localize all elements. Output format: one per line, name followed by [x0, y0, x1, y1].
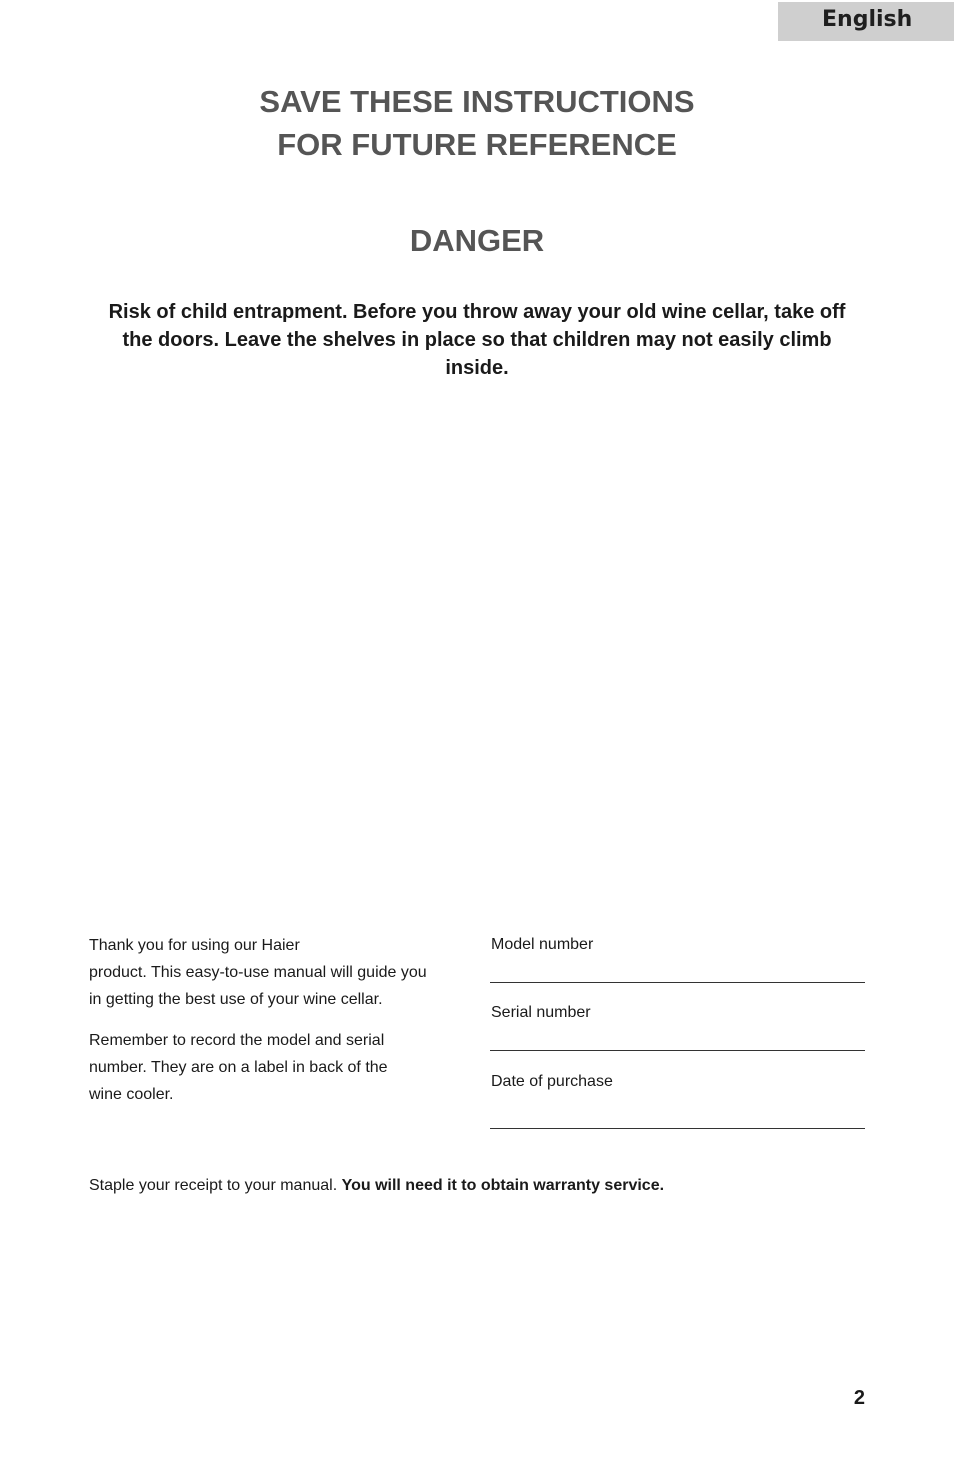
- warranty-service-note: You will need it to obtain warranty service.: [341, 1177, 665, 1194]
- heading-line-1: SAVE THESE INSTRUCTIONS: [259, 84, 695, 119]
- language-tab: English: [778, 2, 954, 41]
- intro-line: in getting the best use of your wine cellar.: [89, 991, 383, 1008]
- model-number-field[interactable]: [490, 932, 865, 958]
- date-of-purchase-label: Date of purchase: [491, 1073, 613, 1090]
- intro-line: Thank you for using our Haier: [89, 937, 300, 954]
- page-number: 2: [853, 1387, 865, 1409]
- danger-heading: DANGER: [409, 223, 545, 258]
- date-of-purchase-line: [490, 1128, 865, 1129]
- intro-line: Remember to record the model and serial: [89, 1032, 385, 1049]
- serial-number-line: [490, 1050, 865, 1051]
- staple-note-text: Staple your receipt to your manual.: [89, 1177, 338, 1194]
- model-number-line: [490, 982, 865, 983]
- intro-line: product. This easy-to-use manual will guide you: [89, 964, 427, 981]
- serial-number-field[interactable]: [490, 1000, 865, 1026]
- heading-line-2: FOR FUTURE REFERENCE: [277, 127, 677, 162]
- intro-paragraph-record: [89, 1027, 461, 1108]
- intro-line: wine cooler.: [89, 1086, 174, 1103]
- intro-line: number. They are on a label in back of the: [89, 1059, 388, 1076]
- staple-receipt-note: [89, 1174, 664, 1198]
- model-number-label: Model number: [491, 936, 594, 953]
- intro-text: [89, 932, 461, 1122]
- danger-warning-text: Risk of child entrapment. Before you throw away your old wine cellar, take off the doors. Leave the shelves in place so that children may not easily climb inside.: [108, 301, 846, 379]
- serial-number-label: Serial number: [491, 1004, 591, 1021]
- save-instructions-heading: [0, 80, 954, 166]
- intro-paragraph-thanks: [89, 932, 461, 1013]
- date-of-purchase-field[interactable]: [490, 1069, 865, 1095]
